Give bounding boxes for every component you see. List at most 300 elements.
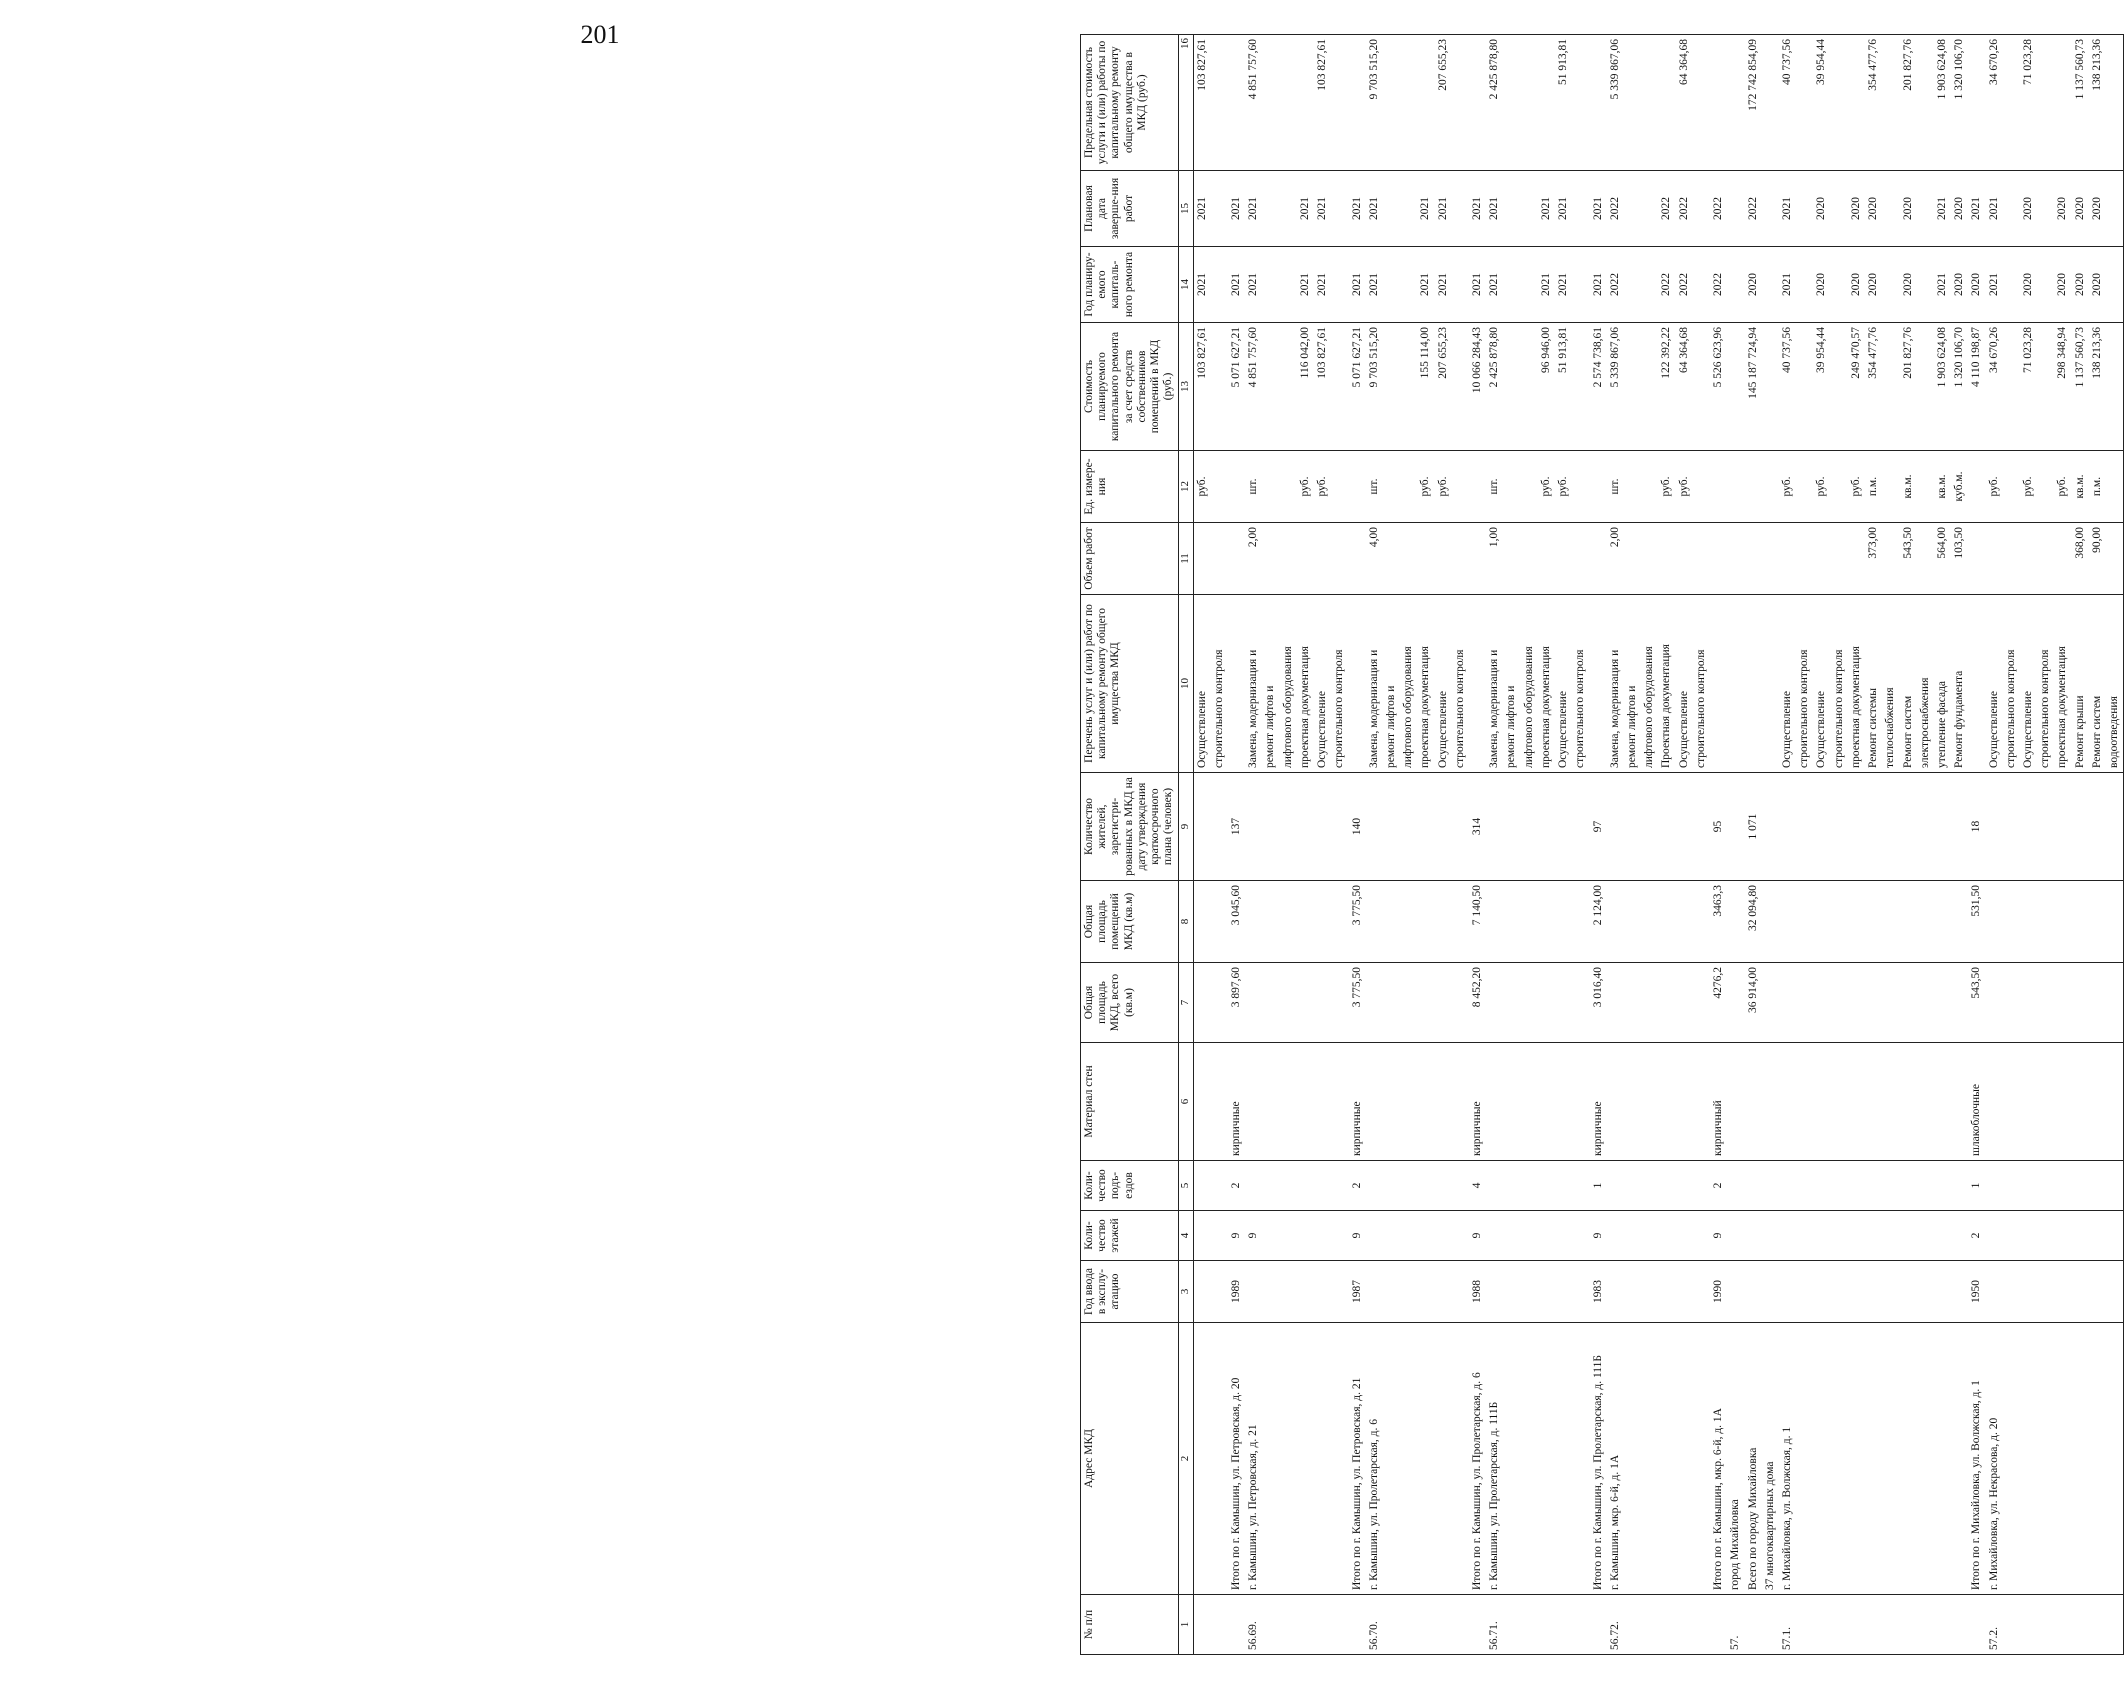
cell-year-built xyxy=(1452,1261,1469,1323)
column-number-6: 6 xyxy=(1178,1043,1193,1161)
cell-works xyxy=(1469,595,1486,773)
cell-total-area xyxy=(1624,963,1641,1043)
cell-floors xyxy=(1641,1211,1658,1261)
cell-unit xyxy=(1882,451,1899,523)
cell-floors xyxy=(1831,1211,1848,1261)
cell-completion-date xyxy=(2003,171,2020,247)
table-row xyxy=(1400,35,1417,1655)
cell-wall-material xyxy=(1417,1043,1434,1161)
cell-residents xyxy=(1538,773,1555,881)
cell-wall-material xyxy=(1676,1043,1693,1161)
column-number-11: 11 xyxy=(1178,523,1193,595)
cell-address: Итого по г. Камышин, ул. Петровская, д. 20 xyxy=(1228,1323,1245,1595)
cell-cost xyxy=(1383,323,1400,451)
cell-max-cost xyxy=(1572,35,1589,171)
cell-repair-year xyxy=(1641,247,1658,323)
cell-cost: 40 737,56 xyxy=(1779,323,1796,451)
cell-max-cost xyxy=(1641,35,1658,171)
cell-max-cost: 201 827,76 xyxy=(1900,35,1917,171)
cell-total-area xyxy=(1280,963,1297,1043)
table-row xyxy=(1676,35,1693,1655)
cell-cost: 4 851 757,60 xyxy=(1245,323,1262,451)
cell-max-cost: 5 339 867,06 xyxy=(1607,35,1624,171)
cell-total-area xyxy=(1607,963,1624,1043)
cell-unit xyxy=(2037,451,2054,523)
cell-work-volume: 564,00 xyxy=(1934,523,1951,595)
cell-works xyxy=(1710,595,1727,773)
cell-address: Итого по г. Михайловка, ул. Волжская, д. 1 xyxy=(1968,1323,1985,1595)
cell-num xyxy=(1228,1595,1245,1655)
cell-cost: 155 114,00 xyxy=(1417,323,1434,451)
cell-works xyxy=(1349,595,1366,773)
cell-works: Осуществление xyxy=(1813,595,1830,773)
cell-completion-date xyxy=(1211,171,1228,247)
cell-year-built xyxy=(2106,1261,2124,1323)
cell-floors xyxy=(1280,1211,1297,1261)
table-row xyxy=(1727,35,1744,1655)
cell-repair-year: 2021 xyxy=(1297,247,1314,323)
cell-floors xyxy=(1676,1211,1693,1261)
cell-address xyxy=(1383,1323,1400,1595)
cell-total-area xyxy=(1435,963,1452,1043)
cell-address xyxy=(2106,1323,2124,1595)
cell-total-area xyxy=(1727,963,1744,1043)
cell-num xyxy=(1503,1595,1520,1655)
cell-address xyxy=(2054,1323,2071,1595)
cell-num xyxy=(1658,1595,1675,1655)
cell-year-built: 1987 xyxy=(1349,1261,1366,1323)
cell-work-volume xyxy=(1211,523,1228,595)
cell-premises-area xyxy=(1297,881,1314,963)
cell-wall-material xyxy=(2106,1043,2124,1161)
cell-wall-material xyxy=(1503,1043,1520,1161)
cell-premises-area xyxy=(1314,881,1331,963)
cell-premises-area xyxy=(1383,881,1400,963)
cell-total-area xyxy=(1555,963,1572,1043)
cell-repair-year: 2022 xyxy=(1658,247,1675,323)
cell-residents xyxy=(1417,773,1434,881)
cell-residents: 1 071 xyxy=(1745,773,1762,881)
cell-year-built xyxy=(2037,1261,2054,1323)
cell-unit xyxy=(1503,451,1520,523)
cell-unit xyxy=(1228,451,1245,523)
cell-cost: 201 827,76 xyxy=(1900,323,1917,451)
cell-wall-material xyxy=(1331,1043,1348,1161)
cell-residents xyxy=(1245,773,1262,881)
cell-floors xyxy=(2037,1211,2054,1261)
cell-entrances xyxy=(1813,1161,1830,1211)
cell-repair-year: 2020 xyxy=(2089,247,2106,323)
cell-work-volume xyxy=(1417,523,1434,595)
cell-entrances xyxy=(1245,1161,1262,1211)
cell-floors xyxy=(1383,1211,1400,1261)
cell-premises-area xyxy=(2072,881,2089,963)
cell-cost: 298 348,94 xyxy=(2054,323,2071,451)
cell-year-built xyxy=(1951,1261,1968,1323)
cell-unit: кв.м. xyxy=(2072,451,2089,523)
cell-work-volume: 4,00 xyxy=(1366,523,1383,595)
cell-works: Ремонт фундамента xyxy=(1951,595,1968,773)
cell-max-cost: 34 670,26 xyxy=(1986,35,2003,171)
cell-works: Замена, модернизация и xyxy=(1486,595,1503,773)
header-premises-area: Общая площадь помещений МКД (кв.м) xyxy=(1081,881,1179,963)
cell-year-built xyxy=(1693,1261,1710,1323)
cell-floors xyxy=(2054,1211,2071,1261)
cell-cost xyxy=(1727,323,1744,451)
cell-works: ремонт лифтов и xyxy=(1262,595,1279,773)
rotated-sheet xyxy=(1080,35,2121,1655)
cell-total-area xyxy=(1641,963,1658,1043)
cell-works xyxy=(1745,595,1762,773)
cell-floors xyxy=(1607,1211,1624,1261)
cell-repair-year xyxy=(2106,247,2124,323)
cell-address: Итого по г. Камышин, ул. Петровская, д. 21 xyxy=(1349,1323,1366,1595)
cell-year-built: 1950 xyxy=(1968,1261,1985,1323)
cell-unit xyxy=(1590,451,1607,523)
cell-entrances xyxy=(2003,1161,2020,1211)
cell-num xyxy=(1538,1595,1555,1655)
cell-max-cost: 354 477,76 xyxy=(1865,35,1882,171)
cell-unit: шт. xyxy=(1486,451,1503,523)
cell-residents xyxy=(1211,773,1228,881)
cell-address: г. Михайловка, ул. Некрасова, д. 20 xyxy=(1986,1323,2003,1595)
cell-total-area xyxy=(1503,963,1520,1043)
cell-total-area xyxy=(1762,963,1779,1043)
cell-cost: 64 364,68 xyxy=(1676,323,1693,451)
cell-work-volume xyxy=(1624,523,1641,595)
cell-num: 56.72. xyxy=(1607,1595,1624,1655)
cell-wall-material xyxy=(2054,1043,2071,1161)
cell-num xyxy=(1676,1595,1693,1655)
cell-premises-area xyxy=(1417,881,1434,963)
cell-unit xyxy=(1917,451,1934,523)
cell-year-built xyxy=(1297,1261,1314,1323)
cell-floors: 9 xyxy=(1349,1211,1366,1261)
cell-cost: 9 703 515,20 xyxy=(1366,323,1383,451)
cell-entrances xyxy=(1882,1161,1899,1211)
cell-wall-material xyxy=(1951,1043,1968,1161)
cell-work-volume xyxy=(1280,523,1297,595)
cell-work-volume xyxy=(1435,523,1452,595)
cell-max-cost xyxy=(1658,35,1675,171)
cell-repair-year: 2021 xyxy=(1934,247,1951,323)
cell-address xyxy=(1848,1323,1865,1595)
cell-num xyxy=(1572,1595,1589,1655)
cell-cost: 4 110 198,87 xyxy=(1968,323,1985,451)
column-number-4: 4 xyxy=(1178,1211,1193,1261)
cell-entrances xyxy=(1865,1161,1882,1211)
table-row xyxy=(1469,35,1486,1655)
cell-address xyxy=(1297,1323,1314,1595)
cell-total-area xyxy=(1676,963,1693,1043)
cell-total-area xyxy=(1900,963,1917,1043)
cell-address xyxy=(1555,1323,1572,1595)
cell-max-cost xyxy=(2003,35,2020,171)
cell-work-volume xyxy=(1831,523,1848,595)
table-row xyxy=(1934,35,1951,1655)
cell-max-cost xyxy=(1452,35,1469,171)
cell-works: Ремонт крыши xyxy=(2072,595,2089,773)
cell-completion-date: 2020 xyxy=(1813,171,1830,247)
cell-num xyxy=(1314,1595,1331,1655)
cell-floors xyxy=(1745,1211,1762,1261)
cell-cost: 96 946,00 xyxy=(1538,323,1555,451)
column-number-3: 3 xyxy=(1178,1261,1193,1323)
cell-completion-date: 2020 xyxy=(1848,171,1865,247)
cell-entrances xyxy=(1951,1161,1968,1211)
cell-floors xyxy=(2089,1211,2106,1261)
cell-repair-year xyxy=(1693,247,1710,323)
cell-unit: руб. xyxy=(1658,451,1675,523)
cell-unit xyxy=(1262,451,1279,523)
cell-residents xyxy=(1297,773,1314,881)
cell-repair-year: 2020 xyxy=(1848,247,1865,323)
cell-works: лифтового оборудования xyxy=(1400,595,1417,773)
cell-floors xyxy=(1331,1211,1348,1261)
cell-year-built xyxy=(2003,1261,2020,1323)
cell-completion-date: 2021 xyxy=(1934,171,1951,247)
cell-unit: шт. xyxy=(1366,451,1383,523)
header-unit: Ед. измере-ния xyxy=(1081,451,1179,523)
cell-year-built xyxy=(1796,1261,1813,1323)
cell-num xyxy=(1521,1595,1538,1655)
cell-works xyxy=(1762,595,1779,773)
cell-cost xyxy=(1262,323,1279,451)
cell-total-area xyxy=(1211,963,1228,1043)
cell-num xyxy=(1848,1595,1865,1655)
cell-year-built xyxy=(1848,1261,1865,1323)
cell-completion-date xyxy=(1280,171,1297,247)
cell-works: проектная документация xyxy=(1538,595,1555,773)
cell-year-built xyxy=(1435,1261,1452,1323)
cell-completion-date xyxy=(1452,171,1469,247)
cell-premises-area xyxy=(1366,881,1383,963)
cell-wall-material xyxy=(1693,1043,1710,1161)
cell-wall-material xyxy=(1314,1043,1331,1161)
cell-wall-material xyxy=(1211,1043,1228,1161)
table-row xyxy=(1521,35,1538,1655)
cell-floors xyxy=(1521,1211,1538,1261)
column-number-1: 1 xyxy=(1178,1595,1193,1655)
cell-address xyxy=(1417,1323,1434,1595)
cell-max-cost xyxy=(1727,35,1744,171)
cell-max-cost xyxy=(1796,35,1813,171)
cell-completion-date xyxy=(1624,171,1641,247)
cell-num xyxy=(2072,1595,2089,1655)
cell-works: Осуществление xyxy=(1986,595,2003,773)
cell-num: 56.69. xyxy=(1245,1595,1262,1655)
cell-address xyxy=(1796,1323,1813,1595)
cell-work-volume: 373,00 xyxy=(1865,523,1882,595)
cell-total-area xyxy=(1452,963,1469,1043)
cell-residents xyxy=(1331,773,1348,881)
cell-num xyxy=(1865,1595,1882,1655)
cell-num xyxy=(1417,1595,1434,1655)
cell-residents xyxy=(1262,773,1279,881)
cell-address xyxy=(1917,1323,1934,1595)
cell-total-area xyxy=(2020,963,2037,1043)
cell-max-cost: 103 827,61 xyxy=(1314,35,1331,171)
cell-residents xyxy=(2003,773,2020,881)
cell-max-cost xyxy=(1882,35,1899,171)
table-row xyxy=(1745,35,1762,1655)
cell-work-volume xyxy=(1383,523,1400,595)
cell-residents xyxy=(1555,773,1572,881)
cell-wall-material xyxy=(1297,1043,1314,1161)
cell-completion-date xyxy=(1796,171,1813,247)
cell-works: проектная документация xyxy=(1848,595,1865,773)
cell-works: Замена, модернизация и xyxy=(1607,595,1624,773)
cell-residents: 314 xyxy=(1469,773,1486,881)
cell-year-built xyxy=(1262,1261,1279,1323)
cell-floors xyxy=(1882,1211,1899,1261)
cell-premises-area xyxy=(1572,881,1589,963)
cell-repair-year: 2020 xyxy=(1865,247,1882,323)
cell-completion-date xyxy=(1882,171,1899,247)
cell-completion-date: 2021 xyxy=(1193,171,1211,247)
cell-works: ремонт лифтов и xyxy=(1383,595,1400,773)
cell-repair-year: 2021 xyxy=(1555,247,1572,323)
cell-repair-year xyxy=(1917,247,1934,323)
cell-floors xyxy=(1658,1211,1675,1261)
cell-wall-material xyxy=(1900,1043,1917,1161)
cell-repair-year xyxy=(1572,247,1589,323)
table-row xyxy=(1417,35,1434,1655)
cell-cost: 39 954,44 xyxy=(1813,323,1830,451)
cell-work-volume: 368,00 xyxy=(2072,523,2089,595)
cell-max-cost xyxy=(1469,35,1486,171)
cell-premises-area xyxy=(1452,881,1469,963)
cell-premises-area: 3463,3 xyxy=(1710,881,1727,963)
cell-work-volume xyxy=(1262,523,1279,595)
cell-unit xyxy=(1280,451,1297,523)
header-num: № п/п xyxy=(1081,1595,1179,1655)
cell-num xyxy=(1590,1595,1607,1655)
cell-cost xyxy=(1452,323,1469,451)
cell-address xyxy=(2020,1323,2037,1595)
cell-address xyxy=(1658,1323,1675,1595)
cell-premises-area xyxy=(1796,881,1813,963)
cell-repair-year xyxy=(1331,247,1348,323)
cell-address xyxy=(1400,1323,1417,1595)
cell-max-cost xyxy=(1349,35,1366,171)
cell-address: Итого по г. Камышин, мкр. 6-й, д. 1А xyxy=(1710,1323,1727,1595)
table-row xyxy=(1865,35,1882,1655)
cell-work-volume xyxy=(1314,523,1331,595)
cell-cost: 103 827,61 xyxy=(1314,323,1331,451)
cell-repair-year xyxy=(1280,247,1297,323)
header-address: Адрес МКД xyxy=(1081,1323,1179,1595)
cell-num xyxy=(2020,1595,2037,1655)
cell-repair-year: 2022 xyxy=(1607,247,1624,323)
cell-unit: кв.м. xyxy=(1900,451,1917,523)
cell-total-area xyxy=(1917,963,1934,1043)
cell-year-built xyxy=(2020,1261,2037,1323)
cell-premises-area: 2 124,00 xyxy=(1590,881,1607,963)
cell-unit xyxy=(1572,451,1589,523)
table-row xyxy=(1555,35,1572,1655)
cell-cost xyxy=(1572,323,1589,451)
cell-repair-year: 2020 xyxy=(2054,247,2071,323)
cell-total-area xyxy=(1383,963,1400,1043)
cell-total-area xyxy=(1366,963,1383,1043)
cell-entrances: 2 xyxy=(1710,1161,1727,1211)
cell-residents xyxy=(1882,773,1899,881)
cell-wall-material xyxy=(1848,1043,1865,1161)
header-wall-material: Материал стен xyxy=(1081,1043,1179,1161)
cell-num xyxy=(1435,1595,1452,1655)
cell-total-area xyxy=(1193,963,1211,1043)
cell-unit: руб. xyxy=(1538,451,1555,523)
cell-work-volume xyxy=(1658,523,1675,595)
cell-work-volume xyxy=(1727,523,1744,595)
cell-wall-material xyxy=(1400,1043,1417,1161)
cell-work-volume xyxy=(1693,523,1710,595)
cell-completion-date xyxy=(1503,171,1520,247)
cell-num xyxy=(2037,1595,2054,1655)
cell-work-volume: 103,50 xyxy=(1951,523,1968,595)
cell-unit xyxy=(1762,451,1779,523)
cell-total-area xyxy=(1331,963,1348,1043)
table-row xyxy=(1779,35,1796,1655)
cell-total-area xyxy=(1486,963,1503,1043)
cell-wall-material xyxy=(2072,1043,2089,1161)
cell-cost xyxy=(1521,323,1538,451)
cell-completion-date: 2022 xyxy=(1607,171,1624,247)
cell-max-cost: 1 137 560,73 xyxy=(2072,35,2089,171)
cell-premises-area: 7 140,50 xyxy=(1469,881,1486,963)
cell-num xyxy=(1951,1595,1968,1655)
cell-premises-area xyxy=(1848,881,1865,963)
cell-works: строительного контроля xyxy=(1452,595,1469,773)
cell-entrances xyxy=(1452,1161,1469,1211)
cell-total-area xyxy=(1417,963,1434,1043)
cell-completion-date: 2020 xyxy=(2020,171,2037,247)
cell-premises-area xyxy=(1503,881,1520,963)
cell-residents xyxy=(1314,773,1331,881)
cell-unit: руб. xyxy=(1848,451,1865,523)
header-entrances: Коли-чество подъ-ездов xyxy=(1081,1161,1179,1211)
cell-completion-date: 2021 xyxy=(1555,171,1572,247)
cell-num xyxy=(1331,1595,1348,1655)
cell-num xyxy=(1917,1595,1934,1655)
cell-repair-year xyxy=(1262,247,1279,323)
cell-unit: руб. xyxy=(1435,451,1452,523)
cell-entrances: 1 xyxy=(1590,1161,1607,1211)
cell-works: Осуществление xyxy=(1555,595,1572,773)
cell-cost: 138 213,36 xyxy=(2089,323,2106,451)
cell-year-built: 1989 xyxy=(1228,1261,1245,1323)
cell-num: 56.70. xyxy=(1366,1595,1383,1655)
cell-year-built xyxy=(2089,1261,2106,1323)
cell-address xyxy=(1452,1323,1469,1595)
table-row xyxy=(1917,35,1934,1655)
table-row xyxy=(1262,35,1279,1655)
cell-entrances xyxy=(1400,1161,1417,1211)
cell-num xyxy=(1211,1595,1228,1655)
cell-max-cost xyxy=(1710,35,1727,171)
cell-num xyxy=(2089,1595,2106,1655)
cell-premises-area xyxy=(1193,881,1211,963)
cell-repair-year: 2021 xyxy=(1193,247,1211,323)
cell-num xyxy=(1624,1595,1641,1655)
cell-total-area xyxy=(1245,963,1262,1043)
cell-year-built xyxy=(1538,1261,1555,1323)
cell-num xyxy=(2106,1595,2124,1655)
cell-year-built xyxy=(2054,1261,2071,1323)
cell-cost: 34 670,26 xyxy=(1986,323,2003,451)
cell-max-cost: 172 742 854,09 xyxy=(1745,35,1762,171)
